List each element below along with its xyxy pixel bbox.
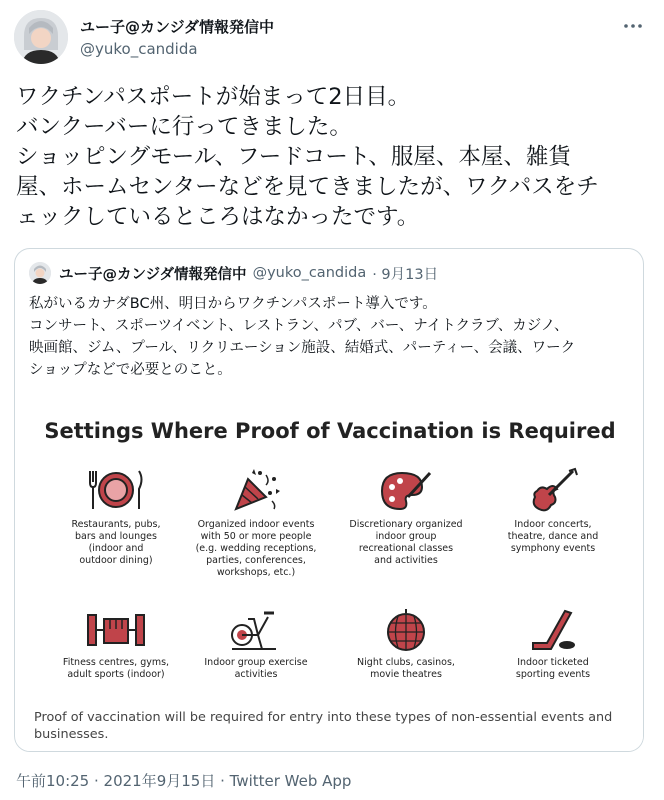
setting-label: Restaurants, pubs, bars and lounges (indoor and outdoor dining) (71, 519, 161, 566)
tweet-line: ェックしているところはなかったです。 (16, 204, 420, 230)
setting-label: Indoor ticketed sporting events (515, 657, 591, 680)
infographic-image[interactable] (16, 399, 644, 751)
setting-sporting-events (478, 609, 628, 681)
setting-concerts (478, 467, 628, 555)
setting-group-exercise (181, 609, 331, 681)
setting-label: Indoor group exercise activities (204, 657, 308, 680)
more-options-icon[interactable] (620, 16, 646, 36)
exercise-bike-icon (228, 609, 284, 651)
tweet-header (14, 10, 650, 70)
utensils-icon (84, 467, 148, 513)
quoted-tweet[interactable] (14, 248, 644, 752)
quoted-text (29, 293, 635, 381)
tweet-text (16, 82, 648, 232)
user-handle[interactable]: @yuko_candida (80, 40, 198, 58)
avatar[interactable] (14, 10, 68, 64)
setting-restaurants (41, 467, 191, 567)
party-popper-icon (230, 467, 282, 513)
setting-label: Organized indoor events with 50 or more people (e.g. wedding receptions, parties, conferences, workshops, etc.) (195, 519, 317, 578)
guitar-icon (527, 467, 579, 513)
setting-label: Indoor concerts, theatre, dance and symphony events (507, 519, 599, 554)
quoted-line: 私がいるカナダBC州、明日からワクチンパスポート導入です。 (29, 296, 437, 312)
tweet-line: 屋、ホームセンターなどを見てきましたが、ワクパスをチ (16, 174, 599, 200)
setting-recreational-classes (331, 467, 481, 567)
setting-label: Night clubs, casinos, movie theatres (357, 657, 455, 680)
fist-icon (86, 609, 146, 651)
quoted-line: 映画館、ジム、プール、リクリエーション施設、結婚式、パーティー、会議、ワーク (29, 340, 576, 356)
quoted-date: · 9月13日 (372, 266, 439, 283)
tweet-timestamp[interactable]: 午前10:25 · 2021年9月15日 · Twitter Web App (16, 772, 352, 790)
infographic-title: Settings Where Proof of Vaccination is Required (44, 419, 616, 443)
setting-fitness (41, 609, 191, 681)
quoted-handle: @yuko_candida (252, 265, 367, 281)
disco-ball-icon (383, 609, 429, 651)
display-name[interactable]: ユー子@カンジダ情報発信中 (80, 18, 275, 36)
tweet-line: ワクチンパスポートが始まって2日目。 (16, 84, 411, 110)
quoted-tweet-header (29, 261, 438, 285)
setting-organized-events (181, 467, 331, 579)
quoted-line: ショップなどで必要とのこと。 (29, 362, 232, 378)
setting-night-clubs (331, 609, 481, 681)
palette-icon (378, 467, 434, 513)
setting-label: Fitness centres, gyms, adult sports (indoor) (62, 657, 170, 680)
hockey-stick-icon (527, 609, 579, 651)
quoted-display-name: ユー子@カンジダ情報発信中 (59, 266, 247, 283)
quoted-line: コンサート、スポーツイベント、レストラン、パブ、バー、ナイトクラブ、カジノ、 (29, 318, 569, 334)
tweet-line: ショッピングモール、フードコート、服屋、本屋、雑貨 (16, 144, 571, 170)
quoted-avatar (29, 262, 51, 284)
infographic-footer: Proof of vaccination will be required for entry into these types of non-essential events and businesses. (34, 710, 613, 742)
tweet-line: バンクーバーに行ってきました。 (16, 114, 352, 140)
setting-label: Discretionary organized indoor group recreational classes and activities (349, 519, 463, 566)
